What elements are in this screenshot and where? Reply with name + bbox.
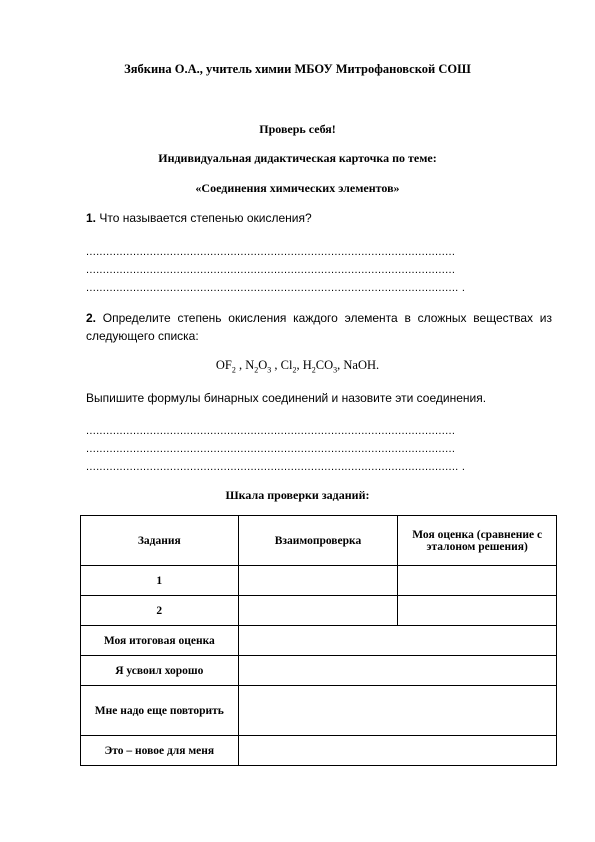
table-row (81, 656, 557, 686)
header-tasks: Задания (81, 516, 239, 566)
summary-label: Это – новое для меня (81, 736, 239, 766)
table-row (81, 686, 557, 736)
answer-line-5: .............................................................................................................. (86, 443, 456, 455)
table-row (81, 596, 557, 626)
title-check-yourself: Проверь себя! (259, 122, 336, 136)
answer-line-4: .............................................................................................................. (86, 425, 456, 437)
peer-review-cell[interactable] (238, 566, 398, 596)
table-header-row (81, 516, 557, 566)
answer-line-6: ............................................................................................................... . (86, 461, 466, 473)
question-2-text: Определите степень окисления каждого элемента в сложных веществах из следующего списка: (86, 311, 552, 343)
peer-review-cell[interactable] (238, 596, 398, 626)
summary-value-cell[interactable] (238, 656, 556, 686)
self-grade-cell[interactable] (398, 566, 557, 596)
summary-label: Я усвоил хорошо (81, 656, 239, 686)
answer-line-2: .............................................................................................................. (86, 264, 456, 276)
answer-line-3: ............................................................................................................... . (86, 282, 466, 294)
title-card: Индивидуальная дидактическая карточка по теме: (158, 151, 437, 165)
summary-label: Моя итоговая оценка (81, 626, 239, 656)
formula-list: $OF_2$ , $N_2O_3$ , $Cl_2$, $H_2CO_3$, NaOH. (215, 358, 380, 375)
header-peer-review: Взаимопроверка (238, 516, 398, 566)
question-2-number: 2. (86, 311, 97, 325)
question-2 (86, 309, 552, 345)
table-row (81, 626, 557, 656)
self-grade-cell[interactable] (398, 596, 557, 626)
summary-value-cell[interactable] (238, 686, 556, 736)
summary-value-cell[interactable] (238, 626, 556, 656)
score-table (80, 515, 557, 766)
question-1-number: 1. (86, 211, 97, 225)
scale-title: Шкала проверки заданий: (225, 488, 370, 502)
author-line: Зябкина О.А., учитель химии МБОУ Митрофановской СОШ (124, 62, 471, 76)
task-number: 2 (81, 596, 239, 626)
question-1-text: Что называется степенью окисления? (96, 211, 312, 225)
title-topic: «Соединения химических элементов» (195, 181, 400, 195)
table-row (81, 566, 557, 596)
answer-line-1: .............................................................................................................. (86, 246, 456, 258)
question-2-instruction: Выпишите формулы бинарных соединений и назовите эти соединения. (86, 391, 487, 405)
table-row (81, 736, 557, 766)
question-1 (86, 209, 552, 227)
task-number: 1 (81, 566, 239, 596)
header-self-grade: Моя оценка (сравнение с эталоном решения) (398, 516, 557, 566)
summary-value-cell[interactable] (238, 736, 556, 766)
summary-label: Мне надо еще повторить (81, 686, 239, 736)
